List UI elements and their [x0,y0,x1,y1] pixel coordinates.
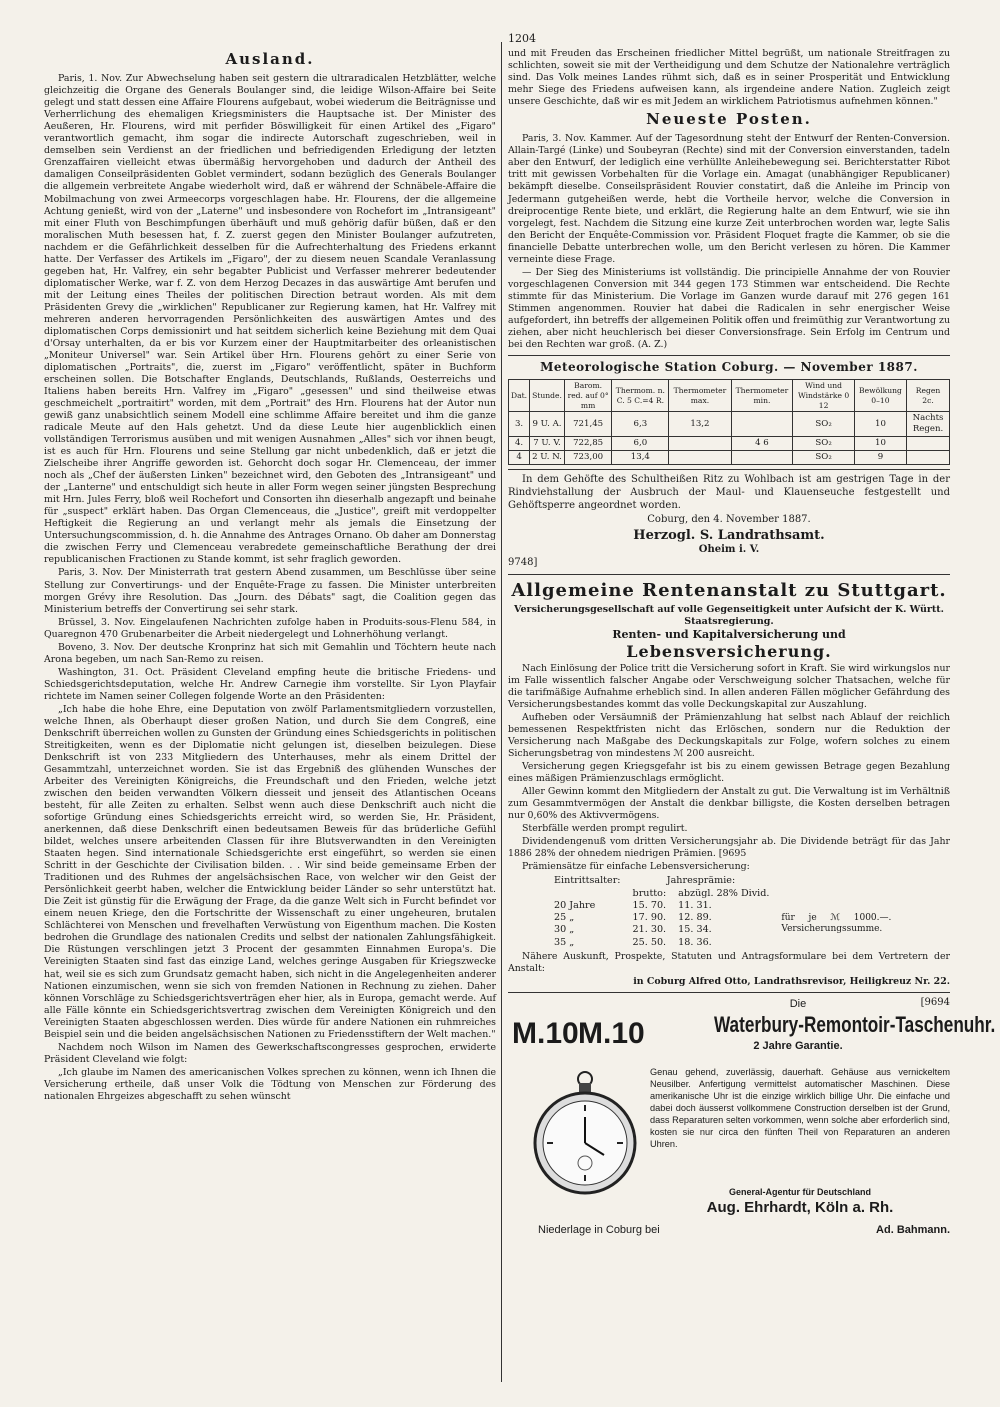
divider [508,469,950,470]
page-number: 1204 [508,32,536,45]
rates-header-age: Eintrittsalter: [554,875,621,887]
table-row: 20 Jahre 15. 70. 11. 31. für je ℳ 1000.—. Versicherungssumme. [548,900,897,912]
quote-cleveland-cont: und mit Freuden das Erscheinen friedlicher Mittel begrüßt, um nationale Streitfragen zu schlichten, soweit sie mit der Vertheidigung und dem Schutze der Nationalehre verträglich sind. Das Volk meines Landes rühmt sich, daß es in seiner Prosperität und Entwicklung mehr Siege des Friedens aufweisen kann, als irgendeine andere Nation. Zugleich zeigt unsere Geschichte, daß wir es mit Jedem an wirklichem Patriotismus aufnehmen können." [508,48,950,108]
article-washington-cont: Nachdem noch Wilson im Namen des Gewerkschaftscongresses gesprochen, erwiderte Präsident Cleveland wie folgt: [44,1041,496,1065]
table-row: 4. 7 U. V. 722,85 6,0 4 6 SO₂ 10 [509,437,950,451]
news-sieg: — Der Sieg des Ministeriums ist vollständig. Die principielle Annahme der von Rouvier vorgeschlagenen Conversion mit 344 gegen 173 Stimmen war entscheidend. Die Rechte stimmte für das Ministerium. Die Vorlage im Ganzen wurde darauf mit 276 gegen 161 Stimmen angenommen. Rouvier hat dabei die Radicalen in sehr energischer Weise aufgefordert, ihn betreffs der allgemeinen Politik offen und freimüthig zur Verantwortung zu ziehen, aber nicht heuchlerisch bei dieser Conversionsfrage. Sein Erfolg im Centrum und bei den Rechten war groß. (A. Z.) [508,266,950,350]
ad-rentenanstalt-title: Allgemeine Rentenanstalt zu Stuttgart. [511,579,947,601]
ad-rentenanstalt-sub1: Versicherungsgesellschaft auf volle Gegenseitigkeit unter Aufsicht der K. Württ. Staatsregierung. [514,603,944,628]
rates-header-brutto: brutto: [632,887,667,899]
table-row: 4 2 U. N. 723,00 13,4 SO₂ 9 [509,451,950,465]
ad-waterbury-title: Waterbury-Remontoir-Taschenuhr. [714,1012,996,1038]
table-row: 35 „ 25. 50. 18. 36. [554,936,712,948]
rates-note: für je ℳ 1000.—. Versicherungssumme. [781,912,892,935]
price-right: M.10 [578,1016,645,1050]
news-paris-kammer: Paris, 3. Nov. Kammer. Auf der Tagesordnung steht der Entwurf der Renten-Conversion. Allain-Targé (Linke) und Soubeyran (Rechte) sind mit der Conversion einverstanden, tadeln aber den Entwurf, der lediglich eine verhüllte Anleihebewegung sei. Berichterstatter Ribot tritt mit gewissen Vorbehalten für die Vorlage ein. Amagat (unabhängiger Republicaner) bekämpft dieselbe. Conseilspräsident Rouvier constatirt, daß die Anleihe im Princip von Jedermann gutgeheißen werde, hebt die Vortheile hervor, welche die Conversion in dreiprocentige Rente biete, und erklärt, die Regierung halte an dem Entwurf, wie sie ihn vorgelegt, fest. Nachdem die Sitzung eine kurze Zeit unterbrochen worden war, legte Salis den Bericht der Enquête-Commission vor. Präsident Floquet fragte die Kammer, ob sie die financielle Debatte unterbrechen wolle, um den Bericht verlesen zu hören. Die Kammer verneinte diese Frage. [508,133,950,265]
notice-date: Coburg, den 4. November 1887. [647,513,811,525]
ad-waterbury-agency-label: General-Agentur für Deutschland [728,1186,872,1197]
ad-rentenanstalt-closing: Nähere Auskunft, Prospekte, Statuten und Antragsformulare bei dem Vertretern der Anstalt: [508,950,950,974]
table-row: 3. 9 U. A. 721,45 6,3 13,2 SO₂ 10 Nachts Regen. [509,412,950,437]
notice-text: In dem Gehöfte des Schultheißen Ritz zu Wohlbach ist am gestrigen Tage in der Rindviehstallung der Ausbruch der Maul- und Klauenseuche festgestellt und Gehöftsperre angeordnet worden. [508,474,950,512]
divider [508,355,950,356]
right-column [508,48,996,1237]
ad-rentenanstalt-para: Aller Gewinn kommt den Mitgliedern der Anstalt zu gut. Die Verwaltung ist im Verhältniß zum Gesammtvermögen der Anstalt die denkbar billigste, die Kosten derselben betragen nur 0,60% des Aktivvermögens. [508,786,950,822]
article-paris-1: Paris, 1. Nov. Zur Abwechselung haben seit gestern die ultraradicalen Hetzblätter, welche gleichzeitig die Organe des Generals Boulanger sind, die leidige Wilson-Affaire bei Seite gelegt und statt dessen eine Affaire Flourens aufgebaut, wobei wiederum die Beiträgnisse und Verherrlichung des ehemaligen Kriegsministers die Hauptsache ist. Der Minister des Aeußeren, Hr. Flourens, wird mit perfider Böswilligkeit für einen Artikel des „Figaro" verantwortlich gemacht, ihm sogar die indirecte Autorschaft zugeschrieben, weil in demselben sein Verdienst an der friedlichen und befriedigenden Erledigung der letzten Grenzaffairen vielleicht etwas übermäßig hervorgehoben und dadurch der Antheil des damaligen Conseilpräsidenten Goblet vermindert, sodann bezüglich des Generals Boulanger die allgemein verbreitete Angabe wiederholt wird, daß er während der Schnäbele-Affaire die Mobilmachung von zwei Armeecorps vorgeschlagen habe. Hr. Flourens, der die allgemeine Achtung genießt, wird von der „Laterne" und insbesondere von Rochefort im „Intransigeant" mit einer Fluth von Beschimpfungen überhäuft und muß gehörig dafür büßen, daß er den moralischen Muth besessen hat, f. Z. zuerst gegen den Minister Boulanger aufzutreten, nachdem er die Gefährlichkeit desselben für die Aufrechterhaltung des Friedens erkannt hatte. Der Verfasser des Artikels im „Figaro", der zu diesem neuen Scandale Veranlassung gegeben hat, Hr. Valfrey, ein sehr begabter Publicist und Verfasser mehrerer bedeutender diplomatischer Werke, war f. Z. von dem Herzog Decazes in das auswärtige Amt berufen und mit der Leitung eines Theiles der politischen Direction betraut worden. Als mit dem Präsidenten Grevy die „wirklichen" Republicaner zur Regierung kamen, hat Hr. Valfrey mit mehreren anderen hervorragenden Persönlichkeiten des auswärtigen Amtes und des diplomatischen Corps demissionirt und hat seitdem sicherlich keine Beziehung mit dem Quai d'Orsay unterhalten, da er bis vor Kurzem einer der Hauptmitarbeiter des orleanistischen „Moniteur Universel" war. Sein Artikel über Hrn. Flourens gehört zu einer Serie von diplomatischen „Portraits", die, zuerst im „Figaro" veröffentlicht, später in Buchform erscheinen sollen. Die Botschafter Englands, Deutschlands, Rußlands, Oesterreichs und Italiens haben bereits Hrn. Valfrey im „Figaro" „gesessen" und sind theilweise etwas geschmeichelt „portraitirt" worden, mit dem „Portrait" des Hrn. Flourens hat der Autor nun gewiß ganz unabsichtlich seinem Modell eine schlimme Affaire bereitet und ihm die ganze radicale Meute auf den Hals gehetzt. Und da diese Leute hier augenblicklich einen vollständigen Terrorismus ausüben und mit wenigen Ausnahmen „Alles" sich vor ihnen beugt, ist es auch für Hrn. Flourens und seine Stellung gar nicht unbedenklich, daß er jetzt die Zielscheibe ihrer Angriffe geworden ist. Gehorcht doch sogar Hr. Clemenceau, der immer noch als „Chef der äußersten Linken" bezeichnet wird, den Geboten des „Intransigeant" und der „Lanterne" und entschuldigt sich heute in aller Form wegen seiner jüngsten Besprechung mit Hrn. Jules Ferry, bloß weil Rochefort und Consorten ihn dieserhalb angezapft und beinahe für „suspect" erklärt haben. Das Organ Clemenceaus, die „Justice", greift mit verdoppelter Heftigkeit die Regierung an und verlangt mehr als jemals die Einsetzung der Untersuchungscommission, d. h. die Annahme des Antrages Ornano. Ob daher am Donnerstag die zwischen Ferry und Clemenceau verabredete gemeinschaftliche Berathung der drei republicanischen Fractionen zu Stande kommt, ist sehr fraglich geworden. [44,73,496,566]
table-row: 25 „ 17. 90. 12. 89. [554,912,712,924]
meteo-header-wind: Wind und Windstärke 0 12 [793,380,855,412]
ad-waterbury-company: Aug. Ehrhardt, Köln a. Rh. [706,1199,894,1217]
rates-header-net: abzügl. 28% Divid. [678,887,770,899]
ad-waterbury-body: Genau gehend, zuverlässig, dauerhaft. Gehäuse aus vernickeltem Neusilber. Anfertigung vermittelst automatischer Maschinen. Diese amerikanische Uhr ist die einzige wirklich billige Uhr. Die einfache und dabei doch äusserst vollkommene Construction derselben ist der Grund, dass Reparaturen selten vorkommen, wenn solche aber erforderlich sind, kosten sie nur circa den fünften Theil von Reparaturen an anderen Uhren. [650,1066,950,1149]
quote-playfair [44,704,496,1041]
ad-rentenanstalt-sub2: Renten- und Kapitalversicherung und [612,628,846,642]
ad-waterbury-local-label: Niederlage in Coburg bei [538,1223,660,1236]
article-bruessel: Brüssel, 3. Nov. Eingelaufenen Nachrichten zufolge haben in Produits-sous-Flenu 584, in Quaregnon 470 Grubenarbeiter die Arbeit niedergelegt und Lohnerhöhung verlangt. [44,616,496,640]
notice-signature: Oheim i. V. [698,544,760,556]
ad-waterbury-header [648,997,996,1053]
ad-waterbury [508,996,996,1237]
left-column [44,48,496,1104]
rates-table [548,875,897,949]
ad-waterbury-local [538,1223,950,1237]
price-left: M.10 [512,1016,579,1050]
ad-rentenanstalt-para: Prämiensätze für einfache Lebensversicherung: [522,861,750,873]
rates-header-premium: Jahresprämie: [666,875,736,887]
article-washington: Washington, 31. Oct. Präsident Cleveland empfing heute die britische Friedens- und Schiedsgerichtsdeputation, welche Hr. Andrew Carnegie ihm vorstellte. Sir Lyon Playfair richtete im Namen seiner Collegen folgende Worte an den Präsidenten: [44,666,496,702]
meteo-header-date: Dat. [509,380,530,412]
ad-waterbury-guarantee: 2 Jahre Garantie. [753,1040,843,1053]
ad-rentenanstalt-para: Versicherung gegen Kriegsgefahr ist bis zu einem gewissen Betrage gegen Bezahlung eines mäßigen Prämienzuschlags ermöglicht. [508,760,950,784]
ad-rentenanstalt-sub3: Lebensversicherung. [626,642,832,662]
article-boveno: Boveno, 3. Nov. Der deutsche Kronprinz hat sich mit Gemahlin und Töchtern heute nach Arona begeben, um nach San-Remo zu reisen. [44,641,496,665]
newspaper-page [38,28,996,1378]
section-heading-ausland: Ausland. [225,50,315,68]
meteo-header-barom: Barom. red. auf 0° mm [564,380,611,412]
ad-rentenanstalt [508,579,950,988]
ad-waterbury-local-name: Ad. Bahmann. [876,1223,950,1236]
meteo-header-clouds: Bewölkung 0–10 [854,380,906,412]
notice-number: 9748] [508,557,538,569]
ad-waterbury-die: Die [789,997,807,1010]
meteo-table [508,379,950,465]
ad-rentenanstalt-para: Nach Einlösung der Police tritt die Versicherung sofort in Kraft. Sie wird wirkungslos nur im Falle wissentlich falscher Angabe oder Verschweigung solcher Thatsachen, welche für die tarifmäßige Aufnahme erheblich sind. In allen anderen Fällen möglicher Gefährdung des Versicherungsbestandes kommt das volle Deckungskapital zur Auszahlung. [508,662,950,710]
ad-rentenanstalt-para: Sterbfälle werden prompt regulirt. [522,823,688,835]
divider [508,992,950,993]
quote-cleveland: „Ich glaube im Namen des americanischen Volkes sprechen zu können, wenn ich Ihnen die Versicherung ertheile, daß unser Volk die Tödtung von Menschen zur Förderung des nationalen Ehrgeizes abgeschafft zu sehen wünscht [44,1066,496,1102]
article-paris-3: Paris, 3. Nov. Der Ministerrath trat gestern Abend zusammen, um Beschlüsse über seine Stellung zur Convertirungs- und der Enquête-Frage zu fassen. Die Minister unterbreiten morgen Grévy ihre Resolution. Das „Journ. des Débats" sagt, die Coalition gegen das Ministerium betreffs der Convertirung sei sehr stark. [44,567,496,615]
ad-rentenanstalt-para: Dividendengenuß vom dritten Versicherungsjahr ab. Die Dividende beträgt für das Jahr 1886 28% der ohnedem niedrigen Prämien. [9695 [508,836,950,860]
ad-waterbury-number: [9694 [920,996,950,1008]
meteo-header-min: Thermometer min. [731,380,793,412]
pocket-watch-icon [526,1067,644,1195]
ad-rentenanstalt-para: Aufheben oder Versäumniß der Prämienzahlung hat selbst nach Ablauf der reichlich bemessenen Respektfristen nicht das Erlöschen, sondern nur die Reduktion der Versicherung nach Maßgabe des Deckungskapitals zur Folge, wofern solches zu einem Sicherungsbetrag von mindestens ℳ 200 ausreicht. [508,711,950,759]
column-divider [501,42,502,1382]
table-row: 30 „ 21. 30. 15. 34. [554,924,712,936]
notice-seuche [508,474,950,569]
meteo-header-max: Thermometer max. [669,380,731,412]
quote-playfair-text: „Ich habe die hohe Ehre, eine Deputation von zwölf Parlamentsmitgliedern vorzustellen, welche Ihnen, als Oberhaupt dieser großen Nation, und durch Sie dem Congreß, eine Denkschrift überreichen wollen zu Gunsten der Gründung eines Schiedsgerichts in politischen Streitigkeiten, wenn es der Diplomatie nicht gelungen ist, dieselben beizulegen. Diese Denkschrift ist von 233 Mitgliedern des Unterhauses, mehr als einem Drittel der Gesammtzahl, unterzeichnet worden. Sie ist das Ergebniß des glühenden Wunsches der Arbeiter des Vereinigten Königreichs, die Freundschaft und den Frieden, welche jetzt zwischen den beiden verwandten Völkern diesseit und jenseit des Atlantischen Oceans besteht, für alle Zeiten zu erhalten. Selbst wenn auch diese Denkschrift auch nicht die sofortige Gründung eines Schiedsgerichts erreicht wird, so werden Sie, Hr. Präsident, anerkennen, daß diese Denkschrift einen bedeutsamen Beweis für das brüderliche Gefühl bildet, welches unsere arbeitenden Classen für ihre Blutsverwandten in den Vereinigten Staaten hegen. Sind internationale Schiedsgerichte erst eingeführt, so werden sie einen Schritt in der Geschichte der Civilisation bilden. . . Wir sind beide gemeinsame Erben der Traditionen und des Ruhmes der angelsächsischen Race, von welcher wir den Geist der Persönlichkeit geerbt haben, welcher die Entwicklung beider Länder so sehr unterstützt hat. Die Zeit ist günstig für die Erwägung der Frage, da die ganze Welt sich in Furcht befindet vor einem neuen Kriege, den die Fortschritte der Wissenschaft zu einer ungeheuren, brutalen Schlächterei von Menschen und frevelhaften Verwüstung von Eigenthum machen. Die Kosten bedrohen die Grundlage des nationalen Credits und selbst der nationalen Zahlungsfähigkeit. Die Rüstungen verschlingen jetzt 3 Procent der gesammten Einnahmen Europa's. Die Vereinigten Staaten sind fast das einzige Land, welches geringe Ausgaben für Kriegszwecke hat, weil sie es sich zum Grundsatz gemacht haben, sich nicht in die Angelegenheiten anderer Nationen einzumischen, wenn sie sich von fremden Nationen in Rechnung zu ziehen. Daher können Vorschläge zu Schiedsgerichtsverträgen eher hier, als in Europa, gemacht werde. Auf alle Fälle könnte ein Schiedsgerichtsvertrag zwischen dem Vereinigten Königreich und den Vereinigten Staaten abgeschlossen werden. Dies würde für andere Nationen ein ruhmreiches Beispiel sein und die beiden angelsächsischen Nationen zu Friedensstiftern der Welt machen." [44,703,496,1040]
section-heading-neueste-posten: Neueste Posten. [646,110,812,129]
meteo-header-thermom: Thermom. n. C. 5 C.=4 R. [612,380,669,412]
notice-authority: Herzogl. S. Landrathsamt. [633,527,825,543]
meteo-header-rain: Regen 2c. [907,380,950,412]
meteo-title: Meteorologische Station Coburg. — November 1887. [540,359,918,374]
ad-rentenanstalt-agent: in Coburg Alfred Otto, Landrathsrevisor, Heiligkreuz Nr. 22. [633,975,950,987]
ad-waterbury-agency [650,1187,950,1218]
meteo-header-hour: Stunde. [530,380,565,412]
divider [508,574,950,575]
